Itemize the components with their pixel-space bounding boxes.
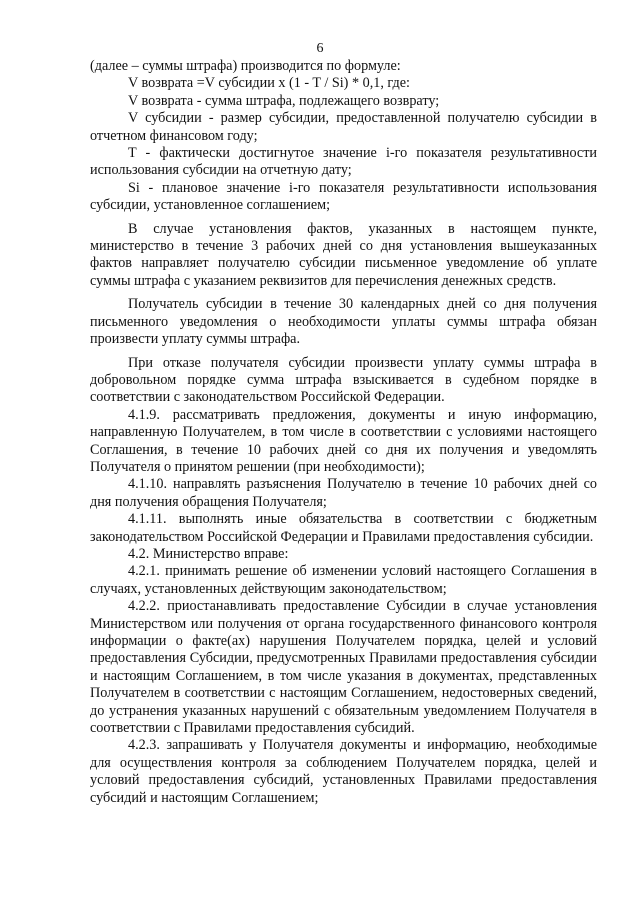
paragraph: 4.1.11. выполнять иные обязательства в соответствии с бюджетным законодательством Российской Федерации и Правилами предоставления субсидии. bbox=[90, 511, 597, 545]
paragraph: 4.2. Министерство вправе: bbox=[128, 545, 289, 562]
paragraph: V субсидии - размер субсидии, предоставленной получателю субсидии в отчетном финансовом году; bbox=[90, 110, 597, 144]
paragraph: При отказе получателя субсидии произвести уплату суммы штрафа в добровольном порядке сумма штрафа взыскивается в судебном порядке в соответствии с законодательством Российской Федерации. bbox=[90, 354, 597, 406]
paragraph: T - фактически достигнутое значение i-го показателя результативности использования субсидии на отчетную дату; bbox=[90, 145, 597, 179]
paragraph: 4.1.9. рассматривать предложения, документы и иную информацию, направленную Получателем, в том числе в соответствии с условиями настоящего Соглашения, в течение 10 рабочих дней со дня их получения и уведомлять Получателя о принятом решении (при необходимости); bbox=[90, 406, 597, 475]
paragraph: 4.2.2. приостанавливать предоставление Субсидии в случае установления Министерством или получения от органа государственного финансового контроля информации о факте(ах) нарушения Получателем порядка, целей и условий предоставления Субсидии, предусмотренных Правилами предоставления субсидии и настоящим Соглашением, в том числе указания в документах, представленных Получателем в соответствии с настоящим Соглашением, недостоверных сведений, до устранения указанных нарушений с обязательным уведомлением Получателя в соответствии с Правилами предоставления субсидий. bbox=[90, 598, 597, 737]
paragraph: В случае установления фактов, указанных в настоящем пункте, министерство в течение 3 рабочих дней со дня установления вышеуказанных фактов направляет получателю субсидии письменное уведомление об уплате суммы штрафа с указанием реквизитов для перечисления денежных средств. bbox=[90, 220, 597, 289]
paragraph: 4.1.10. направлять разъяснения Получателю в течение 10 рабочих дней со дня получения обращения Получателя; bbox=[90, 476, 597, 510]
paragraph: Получатель субсидии в течение 30 календарных дней со дня получения письменного уведомления о необходимости уплаты суммы штрафа обязан произвести уплату суммы штрафа. bbox=[90, 296, 597, 348]
paragraph: 4.2.3. запрашивать у Получателя документы и информацию, необходимые для осуществления контроля за соблюдением Получателем порядка, целей и условий предоставления субсидий, установленных Правилами предоставления субсидий и настоящим Соглашением; bbox=[90, 737, 597, 806]
paragraph: Si - плановое значение i-го показателя результативности использования субсидии, установленное соглашением; bbox=[90, 179, 597, 214]
document-body bbox=[90, 58, 597, 807]
page-number: 6 bbox=[316, 41, 324, 56]
paragraph: (далее – суммы штрафа) производится по формуле: bbox=[90, 58, 401, 74]
paragraph: V возврата - сумма штрафа, подлежащего возврату; bbox=[128, 92, 440, 109]
paragraph: 4.2.1. принимать решение об изменении условий настоящего Соглашения в случаях, установленных действующим законодательством; bbox=[90, 563, 597, 597]
paragraph: V возврата =V субсидии x (1 - T / Si) * 0,1, где: bbox=[128, 75, 410, 92]
